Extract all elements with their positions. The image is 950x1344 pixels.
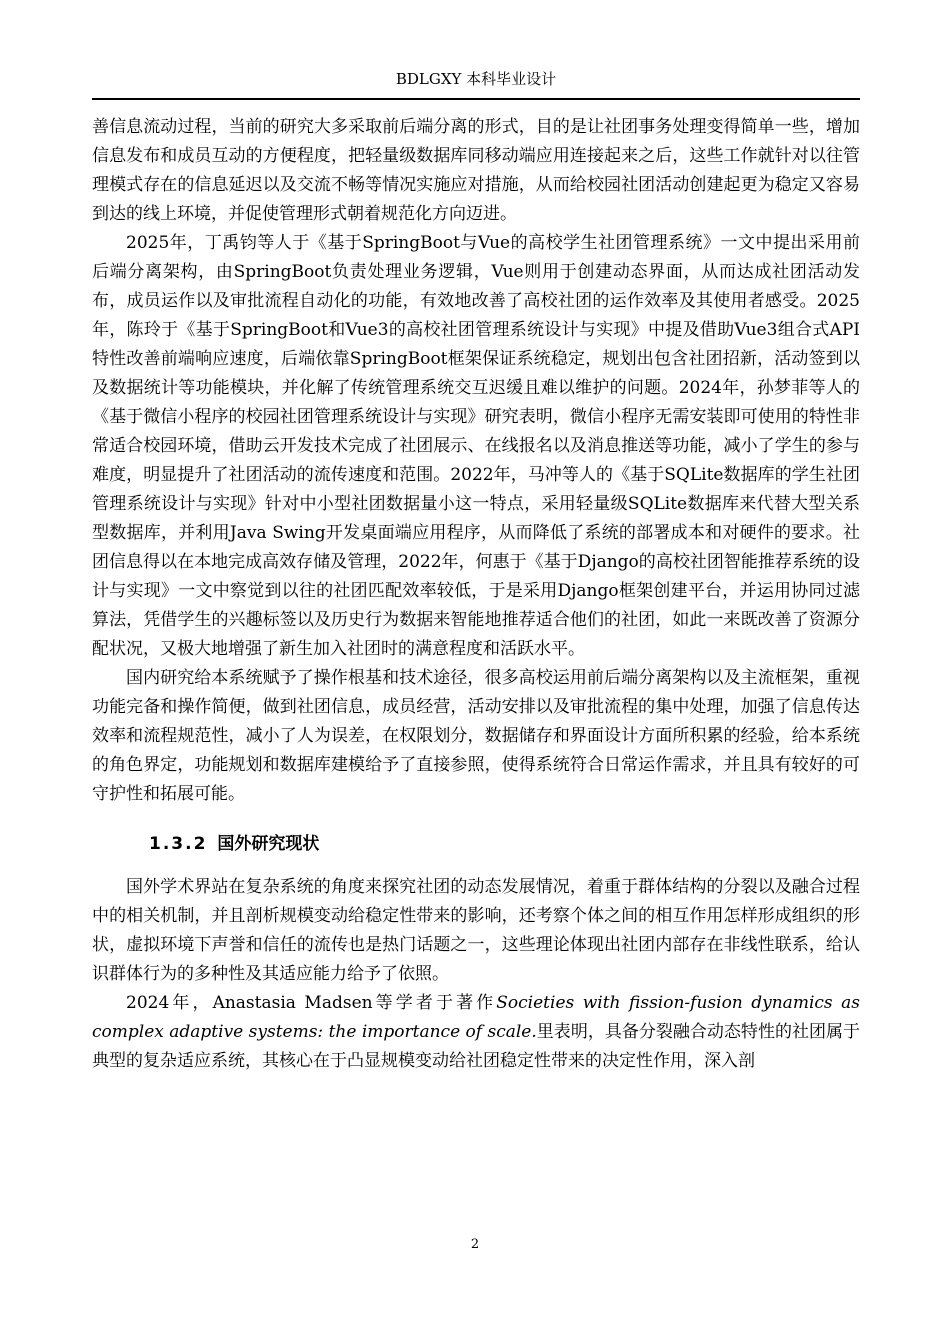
paragraph-foreign-overview: 国外学术界站在复杂系统的角度来探究社团的动态发展情况，着重于群体结构的分裂以及融合过程中的相关机制，并且剖析规模变动给稳定性带来的影响，还考察个体之间的相互作用怎样形成组织的形状，虚拟环境下声誉和信任的流传也是热门话题之一，这些理论体现出社团内部存在非线性联系，给认识群体行为的多种性及其适应能力给予了依照。 <box>92 877 860 984</box>
paragraph-domestic-studies: 2025年，丁禹钧等人于《基于SpringBoot与Vue的高校学生社团管理系统》一文中提出采用前后端分离架构，由SpringBoot负责处理业务逻辑，Vue则用于创建动态界面，从而达成社团活动发布，成员运作以及审批流程自动化的功能，有效地改善了高校社团的运作效率及其使用者感受。2025年，陈玲于《基于SpringBoot和Vue3的高校社团管理系统设计与实现》中提及借助Vue3组合式API特性改善前端响应速度，后端依靠SpringBoot框架保证系统稳定，规划出包含社团招新，活动签到以及数据统计等功能模块，并化解了传统管理系统交互迟缓且难以维护的问题。2024年，孙梦菲等人的《基于微信小程序的校园社团管理系统设计与实现》研究表明，微信小程序无需安装即可使用的特性非常适合校园环境，借助云开发技术完成了社团展示、在线报名以及消息推送等功能，减小了学生的参与难度，明显提升了社团活动的流传速度和范围。2022年，马冲等人的《基于SQLite数据库的学生社团管理系统设计与实现》针对中小型社团数据量小这一特点，采用轻量级SQLite数据库来代替大型关系型数据库，并利用Java Swing开发桌面端应用程序，从而降低了系统的部署成本和对硬件的要求。社团信息得以在本地完成高效存储及管理，2022年，何惠于《基于Django的高校社团智能推荐系统的设计与实现》一文中察觉到以往的社团匹配效率较低，于是采用Django框架创建平台，并运用协同过滤算法，凭借学生的兴趣标签以及历史行为数据来智能地推荐适合他们的社团，如此一来既改善了资源分配状况，又极大地增强了新生加入社团时的满意程度和活跃水平。 <box>92 233 860 659</box>
paragraph-continued: 善信息流动过程，当前的研究大多采取前后端分离的形式，目的是让社团事务处理变得简单一些，增加信息发布和成员互动的方便程度，把轻量级数据库同移动端应用连接起来之后，这些工作就针对以往管理模式存在的信息延迟以及交流不畅等情况实施应对措施，从而给校园社团活动创建起更为稳定又容易到达的线上环境，并促使管理形式朝着规范化方向迈进。 <box>92 117 860 224</box>
page-number: 2 <box>470 1237 480 1252</box>
madsen-suffix: 里表明，具备分裂融合动态特性的社团属于典型的复杂适应系统，其核心在于凸显规模变动给社团稳定性带来的决定性作用，深入剖 <box>92 1022 861 1071</box>
paragraph-foreign-madsen <box>92 989 860 1076</box>
madsen-work-title: Societies with fission-fusion dynamics as complex adaptive systems: the importance of scale. <box>92 993 860 1042</box>
section-heading <box>149 829 860 859</box>
section-number: 1.3.2 <box>149 834 208 854</box>
document-body <box>92 113 860 1076</box>
madsen-prefix: 2024年，Anastasia Madsen等学者于著作 <box>126 993 497 1013</box>
page-header <box>92 64 860 100</box>
section-title: 国外研究现状 <box>217 834 320 854</box>
header-title: BDLGXY 本科毕业设计 <box>395 70 557 88</box>
paragraph-domestic-summary: 国内研究给本系统赋予了操作根基和技术途径，很多高校运用前后端分离架构以及主流框架，重视功能完备和操作简便，做到社团信息，成员经营，活动安排以及审批流程的集中处理，加强了信息传达效率和流程规范性，减小了人为误差，在权限划分，数据储存和界面设计方面所积累的经验，给本系统的角色界定，功能规划和数据库建模给予了直接参照，使得系统符合日常运作需求，并且具有较好的可守护性和拓展可能。 <box>92 668 860 804</box>
page-footer <box>0 1236 950 1254</box>
